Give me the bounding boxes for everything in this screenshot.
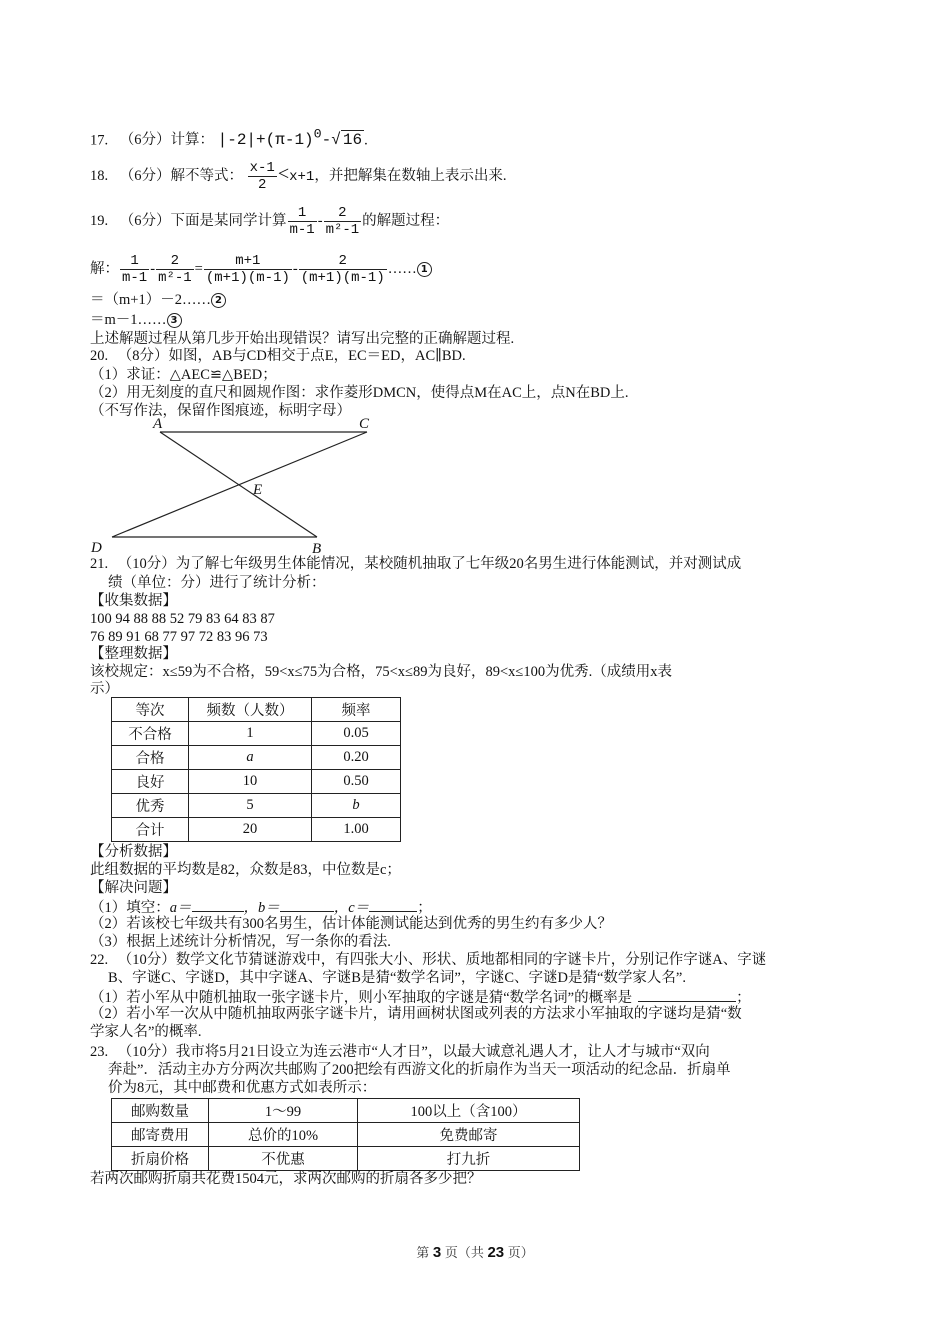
geometry-figure <box>85 412 385 557</box>
solve-problem-title: 【解决问题】 <box>90 880 177 896</box>
frequency-table <box>111 697 401 842</box>
question-21 <box>90 555 741 573</box>
question-23 <box>90 1043 710 1061</box>
solution-step-2 <box>90 291 226 309</box>
page-footer <box>0 1242 950 1261</box>
q22-sub2: （2）若小军一次从中随机抽取两张字谜卡片，请用画树状图或列表的方法求小军抽取的字谜均是猜“数 <box>90 1006 742 1022</box>
cell: 总价的10% <box>209 1123 358 1147</box>
cell: 1～99 <box>209 1099 358 1123</box>
question-17 <box>90 127 368 149</box>
q23-line3: 价为8元，其中邮费和优惠方式如表所示： <box>108 1080 377 1096</box>
point-label-c: C <box>359 416 370 432</box>
cell: 不合格 <box>112 722 189 746</box>
numerator: 2 <box>299 253 387 270</box>
op-minus: - <box>317 212 323 229</box>
q20-sub3: （不写作法，保留作图痕迹，标明字母） <box>90 403 351 419</box>
fraction <box>120 253 149 286</box>
cell: 邮购数量 <box>112 1099 209 1123</box>
answer-blank[interactable] <box>638 987 736 1002</box>
point-label-a: A <box>153 416 163 432</box>
sub-text: （1）若小军从中随机抽取一张字谜卡片，则小军抽取的字谜是猜“数学名词”的概率是 <box>90 990 633 1006</box>
denominator: (m+1)(m-1) <box>300 270 385 286</box>
footer-prefix: 第 <box>416 1245 430 1260</box>
solution-step-1 <box>90 253 432 286</box>
q23-question: 若两次邮购折扇共花费1504元，求两次邮购的折扇各多少把？ <box>90 1171 482 1187</box>
q22-sub2-cont: 学家人名”的概率. <box>90 1024 202 1040</box>
q23-line2: 奔赴”．活动主办方分两次共邮购了200把绘有西游文化的折扇作为当天一项活动的纪念品．折扇单 <box>108 1062 731 1078</box>
fraction <box>299 253 387 286</box>
table-header-row <box>112 698 401 722</box>
question-19 <box>90 205 449 238</box>
cell: 优秀 <box>112 794 189 818</box>
point-label-d: D <box>91 540 102 556</box>
footer-mid: 页（共 <box>444 1245 484 1260</box>
question-number: 23. <box>90 1044 109 1060</box>
cell: 折扇价格 <box>112 1147 209 1171</box>
question-text: （10分）我市将5月21日设立为连云港市“人才日”，以最大诚意礼遇人才，让人才与城市“双向 <box>117 1044 710 1060</box>
point-label-e: E <box>253 482 263 498</box>
cell: 1 <box>189 722 312 746</box>
q21-sub1 <box>90 897 432 917</box>
fraction <box>204 253 292 286</box>
exponent: 0 <box>313 128 322 143</box>
cell: 邮寄费用 <box>112 1123 209 1147</box>
question-number: 17. <box>90 132 109 149</box>
semicolon: ； <box>736 990 751 1006</box>
ellipsis: …… <box>387 260 417 277</box>
denominator: 2 <box>258 177 267 193</box>
grading-rule-cont: 示） <box>90 681 119 697</box>
cell: 合格 <box>112 746 189 770</box>
step-text: ＝m－1…… <box>90 312 167 328</box>
solution-label: 解： <box>90 260 119 277</box>
cell: 免费邮寄 <box>358 1123 580 1147</box>
question-number: 20. <box>90 348 109 364</box>
blank-a[interactable] <box>192 897 244 912</box>
page-number: 3 <box>432 1244 442 1261</box>
numerator: 1 <box>288 205 317 222</box>
q20-sub2: （2）用无刻度的直尺和圆规作图：求作菱形DMCN，使得点M在AC上，点N在BD上. <box>90 385 629 401</box>
cell: 10 <box>189 770 312 794</box>
footer-suffix: 页） <box>507 1245 534 1260</box>
math-expression <box>217 128 364 150</box>
step-marker-3: 3 <box>167 313 182 328</box>
table-row <box>112 794 401 818</box>
cell: 20 <box>189 818 312 842</box>
question-score: （6分）解不等式： <box>119 167 243 184</box>
cell: 0.50 <box>312 770 401 794</box>
header-cell: 频率 <box>312 698 401 722</box>
cell: 不优惠 <box>209 1147 358 1171</box>
denominator: (m+1)(m-1) <box>205 270 290 286</box>
q22-sub1 <box>90 987 751 1007</box>
analyze-data-title: 【分析数据】 <box>90 844 177 860</box>
q21-line2: 绩（单位：分）进行了统计分析： <box>108 575 326 591</box>
question-number: 19. <box>90 212 109 229</box>
cell: 0.05 <box>312 722 401 746</box>
table-row <box>112 746 401 770</box>
cell: 0.20 <box>312 746 401 770</box>
total-pages: 23 <box>487 1244 505 1261</box>
fraction <box>288 205 317 238</box>
numerator: 2 <box>156 253 194 270</box>
solution-step-3 <box>90 311 182 329</box>
blank-label-a: a＝ <box>169 900 192 916</box>
blank-label-b: ，b＝ <box>243 900 280 916</box>
cell: 5 <box>189 794 312 818</box>
abs-term: |-2| <box>217 131 257 150</box>
less-than-sign: < <box>277 162 290 185</box>
op-minus: - <box>292 260 298 277</box>
op-minus: - <box>321 131 332 150</box>
question-text: （10分）数学文化节猜谜游戏中，有四张大小、形状、质地都相同的字谜卡片，分别记作字谜A、字谜 <box>117 952 767 968</box>
question-number: 22. <box>90 952 109 968</box>
semicolon: ； <box>417 900 432 916</box>
op-equals: = <box>194 260 203 277</box>
sub-label: （1）填空： <box>90 900 170 916</box>
q21-sub2: （2）若该校七年级共有300名男生，估计体能测试能达到优秀的男生约有多少人？ <box>90 916 612 932</box>
op-minus: - <box>150 260 156 277</box>
cell: 100以上（含100） <box>358 1099 580 1123</box>
cell: b <box>312 794 401 818</box>
blank-c[interactable] <box>369 897 417 912</box>
cell: 合计 <box>112 818 189 842</box>
question-tail: 的解题过程： <box>362 212 450 229</box>
sqrt-value: 16 <box>342 131 363 150</box>
analyze-data-text: 此组数据的平均数是82，众数是83，中位数是c； <box>90 862 401 878</box>
grading-rule: 该校规定：x≤59为不合格，59<x≤75为合格，75<x≤89为良好，89<x≤100为优秀.（成绩用x表 <box>90 664 672 680</box>
q21-sub3: （3）根据上述统计分析情况，写一条你的看法. <box>90 934 391 950</box>
question-19-prompt: 上述解题过程从第几步开始出现错误？请写出完整的正确解题过程. <box>90 331 515 347</box>
fraction <box>156 253 194 286</box>
table-row <box>112 722 401 746</box>
question-tail: ，并把解集在数轴上表示出来. <box>314 167 507 184</box>
rhs-term: x+1 <box>289 168 315 185</box>
numerator: m+1 <box>204 253 292 270</box>
step-marker-2: 2 <box>211 293 226 308</box>
question-20 <box>90 347 466 365</box>
fraction <box>248 160 277 193</box>
cell: 1.00 <box>312 818 401 842</box>
table-row <box>112 1123 580 1147</box>
question-22 <box>90 951 766 969</box>
step-marker-1: 1 <box>417 262 432 277</box>
question-text: （10分）为了解七年级男生体能情况，某校随机抽取了七年级20名男生进行体能测试，并对测试成 <box>117 556 742 572</box>
q20-sub1: （1）求证：△AEC≌△BED； <box>90 367 277 383</box>
op-plus: + <box>256 131 266 150</box>
collect-data-title: 【收集数据】 <box>90 593 177 609</box>
question-text: （8分）如图，AB与CD相交于点E，EC＝ED，AC∥BD. <box>117 348 466 364</box>
table-row <box>112 1147 580 1171</box>
data-row-1: 100 94 88 88 52 79 83 64 83 87 <box>90 611 275 627</box>
numerator: 2 <box>324 205 362 222</box>
cell: a <box>189 746 312 770</box>
sqrt-icon: √ <box>331 131 341 150</box>
paren-term: (π-1) <box>265 131 314 150</box>
denominator: m-1 <box>289 222 315 238</box>
numerator: 1 <box>120 253 149 270</box>
cell: 良好 <box>112 770 189 794</box>
blank-b[interactable] <box>280 897 334 912</box>
table-row <box>112 770 401 794</box>
denominator: m²-1 <box>158 270 192 286</box>
question-score: （6分）计算： <box>119 132 214 149</box>
period: . <box>364 132 368 149</box>
table-row <box>112 818 401 842</box>
organize-data-title: 【整理数据】 <box>90 646 177 662</box>
fraction <box>324 205 362 238</box>
numerator: x-1 <box>249 160 275 176</box>
denominator: m-1 <box>122 270 148 286</box>
question-score: （6分）下面是某同学计算 <box>119 212 287 229</box>
data-row-2: 76 89 91 68 77 97 72 83 96 73 <box>90 629 268 645</box>
cell: 打九折 <box>358 1147 580 1171</box>
table-row <box>112 1099 580 1123</box>
question-number: 18. <box>90 167 109 184</box>
q22-line2: B、字谜C、字谜D，其中字谜A、字谜B是猜“数学名词”，字谜C、字谜D是猜“数学家人名”. <box>108 970 686 986</box>
shipping-table <box>111 1098 580 1171</box>
header-cell: 等次 <box>112 698 189 722</box>
denominator: m²-1 <box>325 222 360 238</box>
step-text: ＝（m+1）－2…… <box>90 292 211 308</box>
question-18 <box>90 160 506 193</box>
question-number: 21. <box>90 556 109 572</box>
header-cell: 频数（人数） <box>189 698 312 722</box>
blank-label-c: ，c＝ <box>333 900 370 916</box>
point-label-b: B <box>312 541 322 557</box>
